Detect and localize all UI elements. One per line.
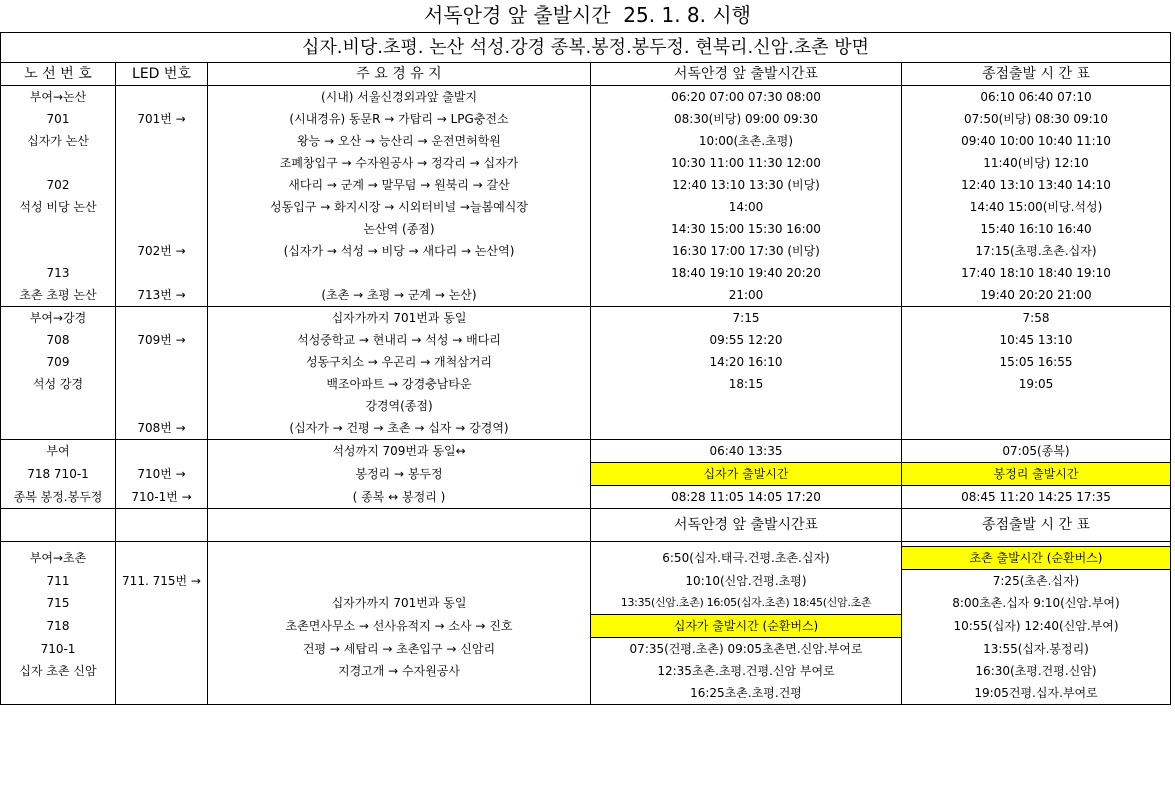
led-cell [116, 86, 208, 109]
table-row [1, 262, 1171, 284]
departure-cell: 십자가 출발시간 (순환버스) [591, 615, 902, 638]
via-cell [208, 509, 591, 542]
route-cell: 석성 강경 [1, 373, 116, 395]
via-cell: 석성중학교 → 현내리 → 석성 → 배다리 [208, 329, 591, 351]
header-led: LED 번호 [116, 63, 208, 86]
route-cell [1, 682, 116, 705]
departure-cell: 서독안경 앞 출발시간표 [591, 509, 902, 542]
via-cell: (시내) 서울신경외과앞 출발지 [208, 86, 591, 109]
route-cell [1, 240, 116, 262]
via-cell [208, 547, 591, 570]
departure-cell [591, 395, 902, 417]
terminal-cell: 12:40 13:10 13:40 14:10 [902, 174, 1171, 196]
timetable-body [1, 33, 1171, 705]
terminal-cell: 종점출발 시 간 표 [902, 509, 1171, 542]
departure-cell: 08:30(비당) 09:00 09:30 [591, 108, 902, 130]
route-cell: 715 [1, 592, 116, 615]
departure-cell: 14:00 [591, 196, 902, 218]
terminal-cell [902, 417, 1171, 440]
via-cell: (십자가 → 석성 → 비당 → 새다리 → 논산역) [208, 240, 591, 262]
route-cell: 702 [1, 174, 116, 196]
table-row [1, 130, 1171, 152]
terminal-cell: 17:40 18:10 18:40 19:10 [902, 262, 1171, 284]
led-cell: 702번 → [116, 240, 208, 262]
table-row [1, 660, 1171, 682]
departure-cell: 십자가 출발시간 [591, 463, 902, 486]
led-cell [116, 130, 208, 152]
route-cell: 713 [1, 262, 116, 284]
led-cell [116, 351, 208, 373]
terminal-cell: 19:05건평.십자.부여로 [902, 682, 1171, 705]
route-cell [1, 395, 116, 417]
terminal-cell: 15:05 16:55 [902, 351, 1171, 373]
terminal-cell: 8:00초촌.십자 9:10(신암.부여) [902, 592, 1171, 615]
route-cell: 석성 비당 논산 [1, 196, 116, 218]
via-cell [208, 262, 591, 284]
departure-cell: 06:20 07:00 07:30 08:00 [591, 86, 902, 109]
led-cell [116, 682, 208, 705]
via-cell: 성동입구 → 화지시장 → 시외터비널 →늘봄예식장 [208, 196, 591, 218]
departure-cell: 16:30 17:00 17:30 (비당) [591, 240, 902, 262]
departure-cell: 18:40 19:10 19:40 20:20 [591, 262, 902, 284]
departure-cell: 07:35(건평.초촌) 09:05초촌면.신암.부여로 [591, 638, 902, 661]
table-row [1, 509, 1171, 542]
terminal-cell: 11:40(비당) 12:10 [902, 152, 1171, 174]
led-cell [116, 307, 208, 330]
led-cell: 708번 → [116, 417, 208, 440]
terminal-cell [902, 395, 1171, 417]
route-cell: 718 [1, 615, 116, 638]
table-row [1, 570, 1171, 593]
table-row [1, 682, 1171, 705]
terminal-cell: 06:10 06:40 07:10 [902, 86, 1171, 109]
route-cell: 초촌 초평 논산 [1, 284, 116, 307]
table-row [1, 486, 1171, 509]
table-row [1, 240, 1171, 262]
terminal-cell: 초촌 출발시간 (순환버스) [902, 547, 1171, 570]
departure-cell: 13:35(신암.초촌) 16:05(십자.초촌) 18:45(신암.초촌 [591, 592, 902, 615]
direction-title-row [1, 33, 1171, 63]
table-row [1, 395, 1171, 417]
route-cell: 710-1 [1, 638, 116, 661]
table-row [1, 592, 1171, 615]
via-cell: 조폐창입구 → 수자원공사 → 정각리 → 십자가 [208, 152, 591, 174]
table-row [1, 152, 1171, 174]
table-row [1, 463, 1171, 486]
led-cell [116, 638, 208, 661]
table-row [1, 329, 1171, 351]
via-cell: 석성까지 709번과 동일↔ [208, 440, 591, 463]
table-row [1, 615, 1171, 638]
departure-cell: 14:20 16:10 [591, 351, 902, 373]
route-cell: 711 [1, 570, 116, 593]
via-cell: 새다리 → 군계 → 말무덤 → 원북리 → 갈산 [208, 174, 591, 196]
terminal-cell: 봉정리 출발시간 [902, 463, 1171, 486]
via-cell [208, 682, 591, 705]
terminal-cell: 16:30(초평.건평.신암) [902, 660, 1171, 682]
led-cell [116, 660, 208, 682]
via-cell: 성동구치소 → 우곤리 → 개척삼거리 [208, 351, 591, 373]
led-cell: 710번 → [116, 463, 208, 486]
departure-cell: 21:00 [591, 284, 902, 307]
table-row [1, 440, 1171, 463]
led-cell: 710-1번 → [116, 486, 208, 509]
via-cell: 초촌면사무소 → 선사유적지 → 소사 → 진호 [208, 615, 591, 638]
route-cell [1, 417, 116, 440]
led-cell: 701번 → [116, 108, 208, 130]
led-cell: 713번 → [116, 284, 208, 307]
table-row [1, 373, 1171, 395]
terminal-cell: 08:45 11:20 14:25 17:35 [902, 486, 1171, 509]
via-cell: 십자가까지 701번과 동일 [208, 592, 591, 615]
led-cell [116, 547, 208, 570]
via-cell: (초촌 → 초평 → 군계 → 논산) [208, 284, 591, 307]
led-cell [116, 373, 208, 395]
via-cell: 왕능 → 오산 → 능산리 → 운전면허학원 [208, 130, 591, 152]
terminal-cell: 10:45 13:10 [902, 329, 1171, 351]
departure-cell: 14:30 15:00 15:30 16:00 [591, 218, 902, 240]
direction-title: 십자.비당.초평. 논산 석성.강경 종복.봉정.봉두정. 현북리.신암.초촌 방면 [1, 33, 1171, 63]
route-cell: 십자 초촌 신암 [1, 660, 116, 682]
table-row [1, 108, 1171, 130]
departure-cell: 12:40 13:10 13:30 (비당) [591, 174, 902, 196]
led-cell [116, 262, 208, 284]
route-cell: 부여→논산 [1, 86, 116, 109]
via-cell: 봉정리 → 봉두정 [208, 463, 591, 486]
page-title: 서독안경 앞 출발시간 25. 1. 8. 시행 [424, 3, 751, 27]
led-cell: 709번 → [116, 329, 208, 351]
led-cell [116, 395, 208, 417]
table-row [1, 351, 1171, 373]
departure-cell: 08:28 11:05 14:05 17:20 [591, 486, 902, 509]
table-row [1, 218, 1171, 240]
departure-cell: 12:35초촌.초평.건평.신암 부여로 [591, 660, 902, 682]
departure-cell: 18:15 [591, 373, 902, 395]
via-cell: ( 종복 ↔ 봉정리 ) [208, 486, 591, 509]
route-cell: 708 [1, 329, 116, 351]
table-row [1, 86, 1171, 109]
terminal-cell: 09:40 10:00 10:40 11:10 [902, 130, 1171, 152]
header-row [1, 63, 1171, 86]
led-cell [116, 196, 208, 218]
terminal-cell: 19:05 [902, 373, 1171, 395]
terminal-cell: 17:15(초평.초촌.십자) [902, 240, 1171, 262]
led-cell [116, 174, 208, 196]
led-cell [116, 440, 208, 463]
led-cell: 711. 715번 → [116, 570, 208, 593]
via-cell: 지경고개 → 수자원공사 [208, 660, 591, 682]
route-cell [1, 152, 116, 174]
timetable [0, 32, 1171, 705]
via-cell: (십자가 → 건평 → 초촌 → 십자 → 강경역) [208, 417, 591, 440]
table-row [1, 196, 1171, 218]
route-cell: 부여 [1, 440, 116, 463]
terminal-cell: 13:55(십자.봉정리) [902, 638, 1171, 661]
route-cell: 부여→초촌 [1, 547, 116, 570]
via-cell: 건평 → 세탑리 → 초촌입구 → 신암리 [208, 638, 591, 661]
via-cell: (시내경유) 동문R → 가탑리 → LPG충전소 [208, 108, 591, 130]
table-row [1, 307, 1171, 330]
table-row [1, 638, 1171, 661]
led-cell [116, 218, 208, 240]
via-cell: 백조아파트 → 강경충남타운 [208, 373, 591, 395]
terminal-cell: 10:55(십자) 12:40(신암.부여) [902, 615, 1171, 638]
route-cell: 709 [1, 351, 116, 373]
terminal-cell: 19:40 20:20 21:00 [902, 284, 1171, 307]
led-cell [116, 592, 208, 615]
table-row [1, 547, 1171, 570]
header-route: 노 선 번 호 [1, 63, 116, 86]
terminal-cell: 7:58 [902, 307, 1171, 330]
led-cell [116, 152, 208, 174]
terminal-cell: 14:40 15:00(비당.석성) [902, 196, 1171, 218]
via-cell: 논산역 (종점) [208, 218, 591, 240]
terminal-cell: 15:40 16:10 16:40 [902, 218, 1171, 240]
header-via: 주 요 경 유 지 [208, 63, 591, 86]
route-cell [1, 509, 116, 542]
table-row [1, 174, 1171, 196]
route-cell: 부여→강경 [1, 307, 116, 330]
terminal-cell: 7:25(초촌.십자) [902, 570, 1171, 593]
led-cell [116, 509, 208, 542]
route-cell: 종복 봉정.봉두정 [1, 486, 116, 509]
route-cell: 718 710-1 [1, 463, 116, 486]
terminal-cell: 07:50(비당) 08:30 09:10 [902, 108, 1171, 130]
departure-cell: 06:40 13:35 [591, 440, 902, 463]
departure-cell: 10:30 11:00 11:30 12:00 [591, 152, 902, 174]
via-cell: 강경역(종점) [208, 395, 591, 417]
departure-cell: 10:00(초촌.초평) [591, 130, 902, 152]
departure-cell: 16:25초촌.초평.건평 [591, 682, 902, 705]
via-cell: 십자가까지 701번과 동일 [208, 307, 591, 330]
header-departure: 서독안경 앞 출발시간표 [591, 63, 902, 86]
terminal-cell: 07:05(종복) [902, 440, 1171, 463]
departure-cell: 10:10(신암.건평.초평) [591, 570, 902, 593]
departure-cell: 6:50(십자.태극.건평.초촌.십자) [591, 547, 902, 570]
header-terminal: 종점출발 시 간 표 [902, 63, 1171, 86]
via-cell [208, 570, 591, 593]
route-cell: 701 [1, 108, 116, 130]
led-cell [116, 615, 208, 638]
table-row [1, 284, 1171, 307]
route-cell: 십자가 논산 [1, 130, 116, 152]
table-row [1, 417, 1171, 440]
departure-cell [591, 417, 902, 440]
route-cell [1, 218, 116, 240]
departure-cell: 09:55 12:20 [591, 329, 902, 351]
departure-cell: 7:15 [591, 307, 902, 330]
